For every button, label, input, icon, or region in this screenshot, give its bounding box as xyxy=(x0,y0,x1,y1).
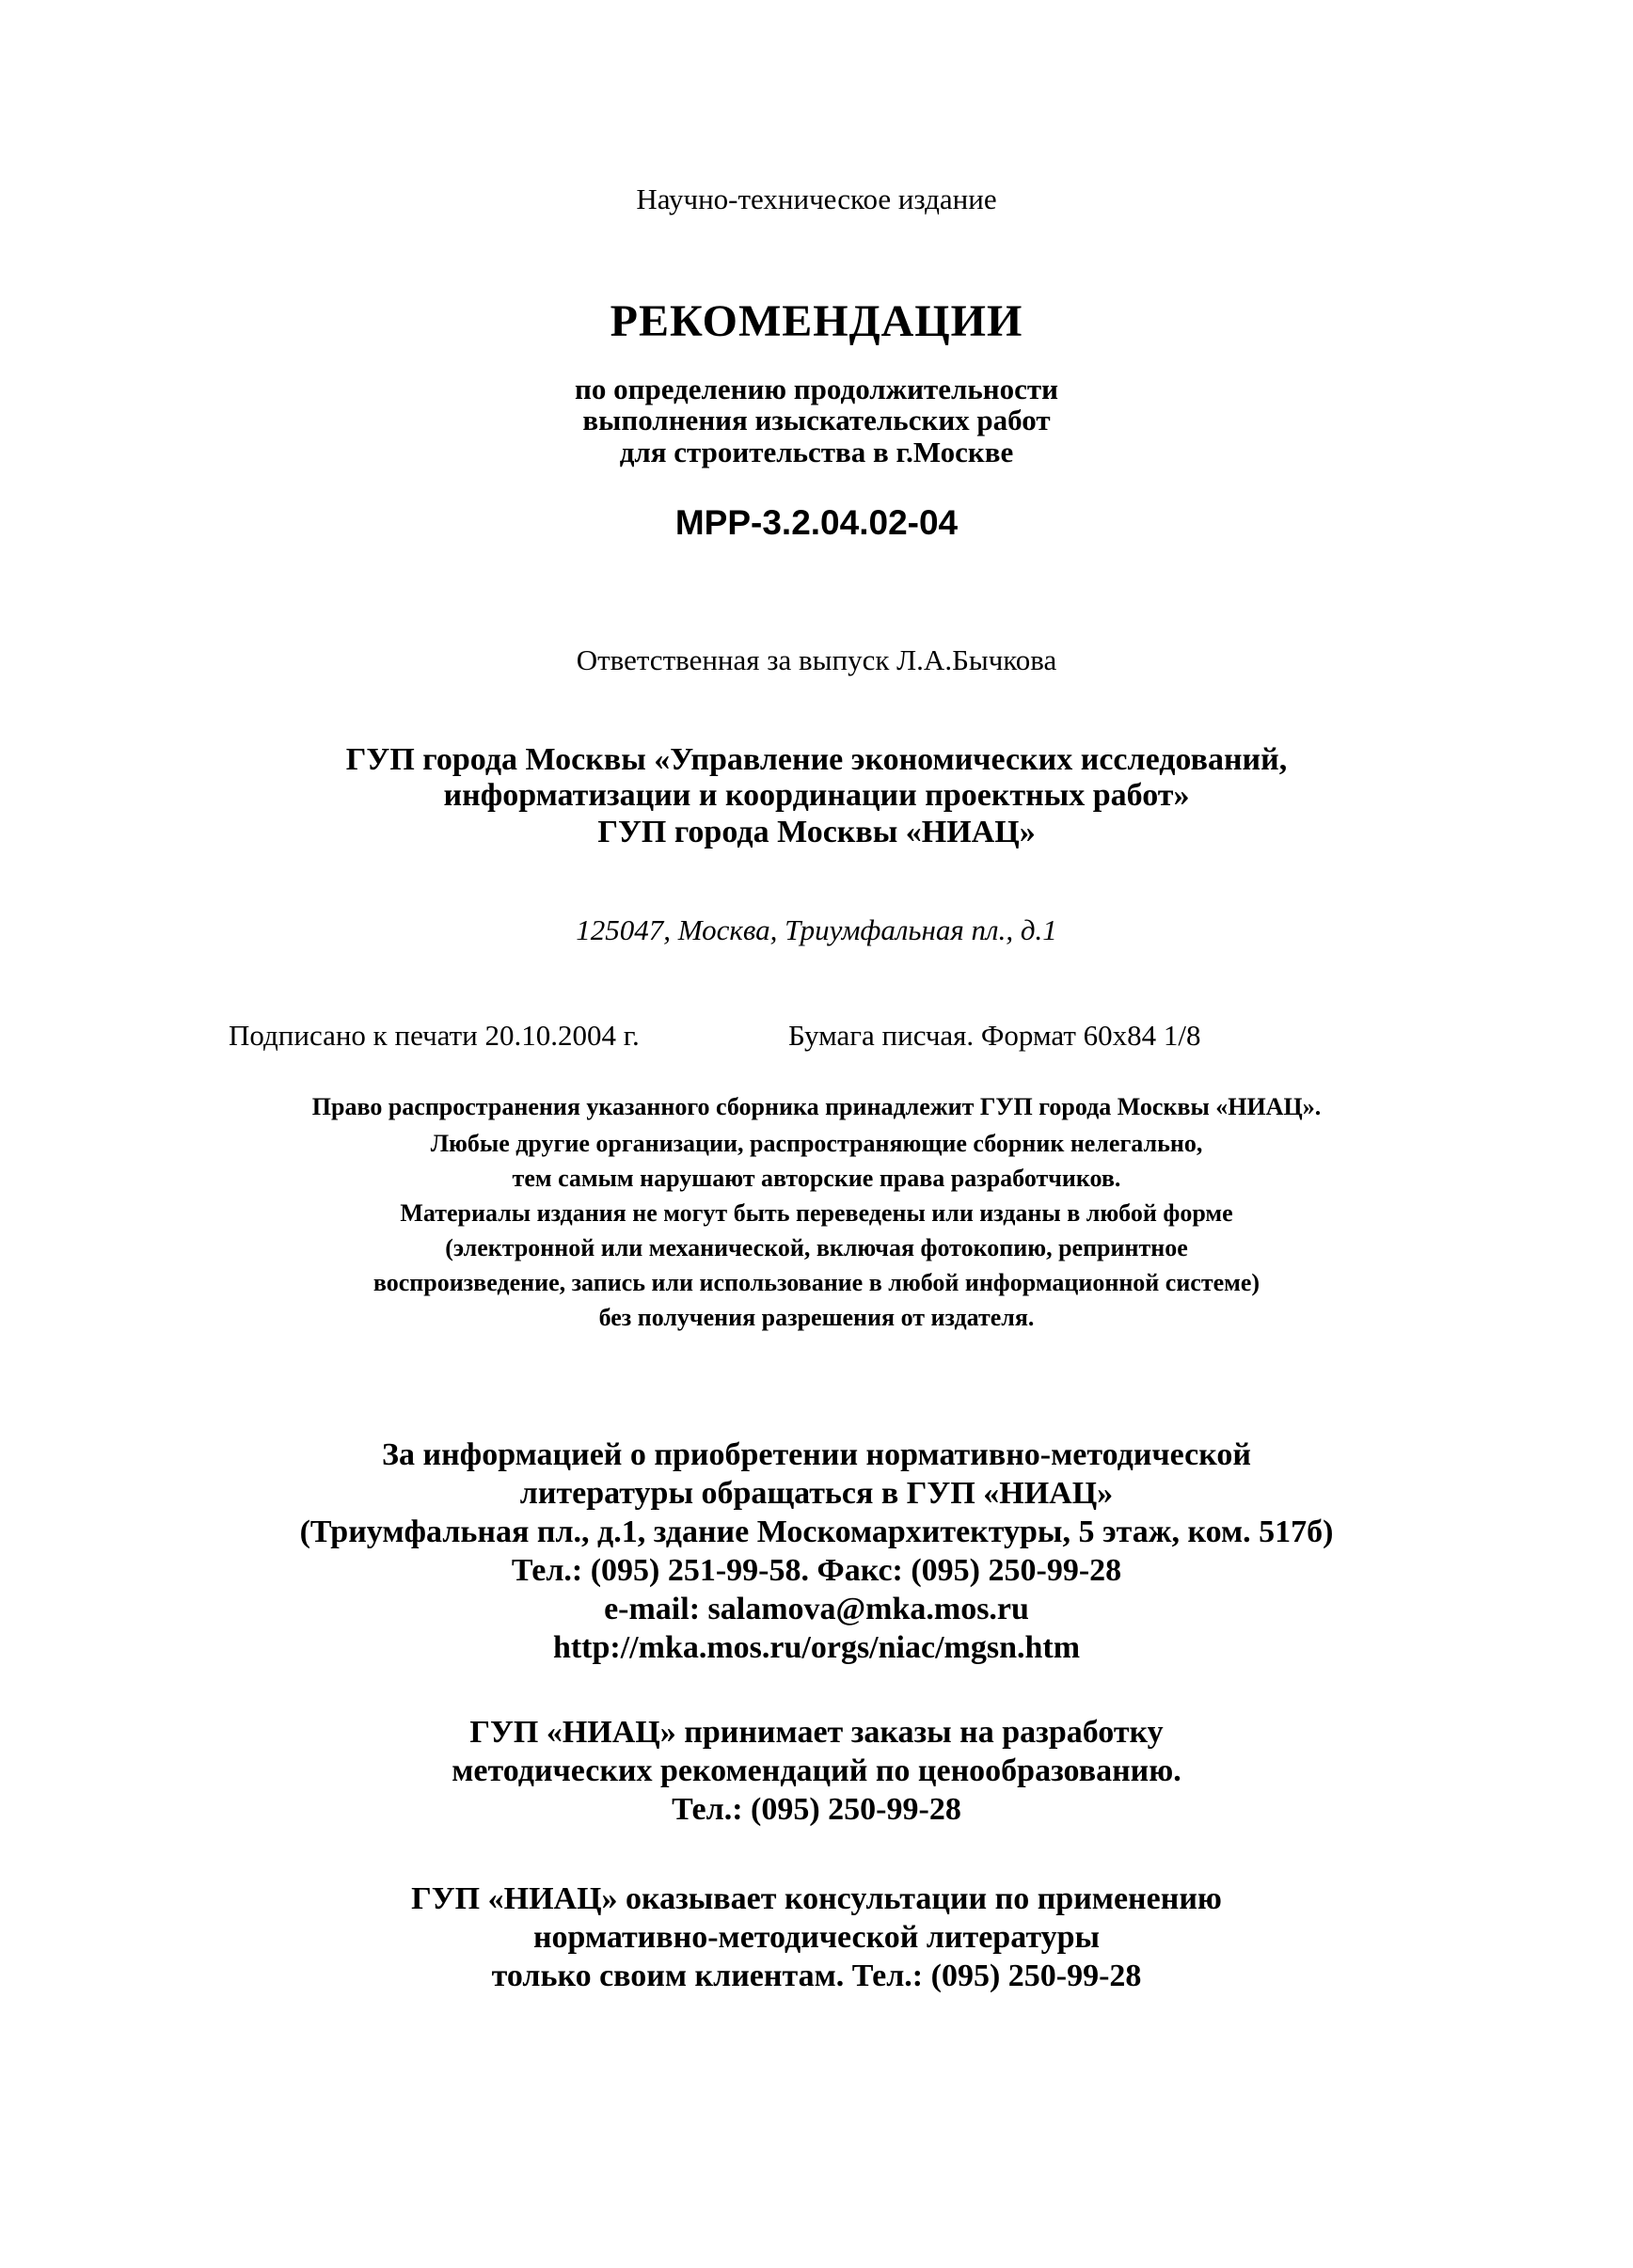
subtitle-line: для строительства в г.Москве xyxy=(619,436,1014,468)
rights-line: без получения разрешения от издателя. xyxy=(598,1304,1035,1331)
rights-line: воспроизведение, запись или использование в любой информационной системе) xyxy=(373,1269,1260,1296)
purchase-url: http://mka.mos.ru/orgs/niac/mgsn.htm xyxy=(552,1630,1081,1665)
consult-line: только своим клиентам. Тел.: (095) 250-99-28 xyxy=(491,1959,1142,1993)
purchase-info-line: литературы обращаться в ГУП «НИАЦ» xyxy=(519,1476,1114,1511)
subtitle-line: выполнения изыскательских работ xyxy=(582,404,1051,436)
consult-line: нормативно-методической литературы xyxy=(532,1920,1101,1955)
document-title: РЕКОМЕНДАЦИИ xyxy=(610,296,1023,346)
orders-line: ГУП «НИАЦ» принимает заказы на разработку xyxy=(469,1715,1164,1750)
publisher-address: 125047, Москва, Триумфальная пл., д.1 xyxy=(576,913,1057,946)
edition-type: Научно-техническое издание xyxy=(636,182,997,215)
document-code: МРР-3.2.04.02-04 xyxy=(674,503,959,542)
purchase-info-line: За информацией о приобретении нормативно-методической xyxy=(382,1437,1251,1472)
purchase-info-line: (Триумфальная пл., д.1, здание Москомархитектуры, 5 этаж, ком. 517б) xyxy=(299,1515,1334,1549)
rights-line: Любые другие организации, распространяющие сборник нелегально, xyxy=(430,1130,1203,1157)
orders-line: Тел.: (095) 250-99-28 xyxy=(672,1792,961,1827)
rights-line: тем самым нарушают авторские права разработчиков. xyxy=(512,1165,1121,1192)
consult-line: ГУП «НИАЦ» оказывает консультации по применению xyxy=(411,1881,1222,1916)
rights-line: Материалы издания не могут быть переведены или изданы в любой форме xyxy=(400,1199,1233,1227)
purchase-info-line: Тел.: (095) 251-99-58. Факс: (095) 250-99-28 xyxy=(511,1553,1122,1588)
signed-to-print: Подписано к печати 20.10.2004 г. xyxy=(229,1019,640,1052)
orders-line: методических рекомендаций по ценообразованию. xyxy=(452,1753,1181,1788)
subtitle-line: по определению продолжительности xyxy=(574,373,1058,405)
publisher-line: ГУП города Москвы «Управление экономических исследований, xyxy=(345,742,1288,777)
purchase-email: e-mail: salamova@mka.mos.ru xyxy=(604,1592,1029,1626)
rights-line: (электронной или механической, включая фотокопию, репринтное xyxy=(445,1234,1188,1261)
publisher-line: информатизации и координации проектных работ» xyxy=(443,778,1190,813)
rights-line: Право распространения указанного сборника принадлежит ГУП города Москвы «НИАЦ». xyxy=(311,1093,1322,1120)
responsible-editor: Ответственная за выпуск Л.А.Бычкова xyxy=(576,643,1057,676)
paper-format: Бумага писчая. Формат 60x84 1/8 xyxy=(788,1019,1201,1052)
publisher-line: ГУП города Москвы «НИАЦ» xyxy=(597,815,1036,849)
